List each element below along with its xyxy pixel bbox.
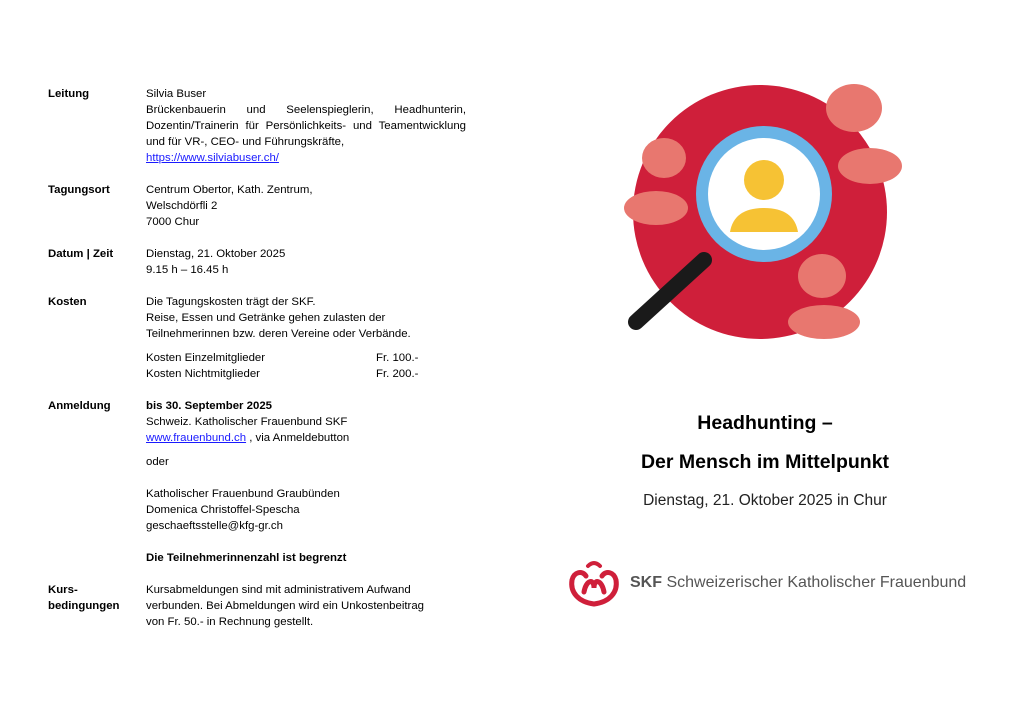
datum-time: 9.15 h – 16.45 h [146,264,229,276]
tagungsort-line1: Centrum Obertor, Kath. Zentrum, [146,184,313,196]
anmeldung-org1: Schweiz. Katholischer Frauenbund SKF [146,416,348,428]
fee2-label: Kosten Nichtmitglieder [146,368,260,380]
link-suffix: , via Anmeldebutton [246,432,350,444]
section-tagungsort [48,182,478,230]
anmeldung-oder: oder [146,456,169,468]
fee2-value: Fr. 200.- [376,368,419,380]
headhunting-illustration [622,82,902,342]
logo-name: Schweizerischer Katholischer Frauenbund [666,574,967,591]
datum-date: Dienstag, 21. Oktober 2025 [146,248,286,260]
leitung-description: Brückenbauerin und Seelenspieglerin, Headhunterin, Dozentin/Trainerin für Persönlichkeits- und Teamentwicklung und für VR-, CEO- und Führungskräfte, [146,104,466,148]
section-leitung [48,86,478,166]
fee1-label: Kosten Einzelmitglieder [146,352,266,364]
person-head-bottom-right [798,254,846,298]
label-datum: Datum | Zeit [48,248,114,260]
leitung-url-link[interactable]: https://www.silviabuser.ch/ [146,152,279,164]
anmeldung-contact: Domenica Christoffel-Spescha [146,504,300,516]
label-anmeldung: Anmeldung [48,400,111,412]
anmeldung-limited: Die Teilnehmerinnenzahl ist begrenzt [146,552,347,564]
skf-logo-icon [566,558,622,610]
label-kurs-2: bedingungen [48,600,120,612]
label-leitung: Leitung [48,88,90,100]
fees-table [146,350,478,382]
title-line2: Der Mensch im Mittelpunkt [640,451,890,473]
section-kosten [48,294,478,382]
anmeldung-email: geschaeftsstelle@kfg-gr.ch [146,520,283,532]
leitung-name: Silvia Buser [146,88,207,100]
person-body-top-right [838,148,902,184]
anmeldung-deadline: bis 30. September 2025 [146,400,272,412]
kosten-line3: Teilnehmerinnen bzw. deren Vereine oder Verbände. [146,328,411,340]
section-kurs [48,582,478,630]
kosten-line1: Die Tagungskosten trägt der SKF. [146,296,316,308]
section-datum [48,246,478,278]
subtitle-date: Dienstag, 21. Oktober 2025 in Chur [643,492,887,509]
person-body-bottom-right [788,305,860,339]
label-tagungsort: Tagungsort [48,184,110,196]
frauenbund-link[interactable]: www.frauenbund.ch [146,432,247,444]
person-head-top-right [826,84,882,132]
label-kurs-1: Kurs- [48,584,78,596]
kurs-line3: von Fr. 50.- in Rechnung gestellt. [146,616,314,628]
person-body-left [624,191,688,225]
tagungsort-line3: 7000 Chur [146,216,200,228]
user-head-icon [744,160,784,200]
kurs-line1: Kursabmeldungen sind mit administrativem Aufwand [146,584,411,596]
kurs-line2: verbunden. Bei Abmeldungen wird ein Unkostenbeitrag [146,600,424,612]
label-kosten: Kosten [48,296,87,308]
title-line1: Headhunting – [697,412,833,434]
skf-logo-text [630,574,966,592]
kosten-line2: Reise, Essen und Getränke gehen zulasten der [146,312,386,324]
logo-abbr: SKF [630,574,662,591]
anmeldung-org2: Katholischer Frauenbund Graubünden [146,488,340,500]
section-anmeldung [48,398,478,566]
person-head-left [642,138,686,178]
info-column [48,86,478,630]
fee1-value: Fr. 100.- [376,352,419,364]
tagungsort-line2: Welschdörfli 2 [146,200,218,212]
